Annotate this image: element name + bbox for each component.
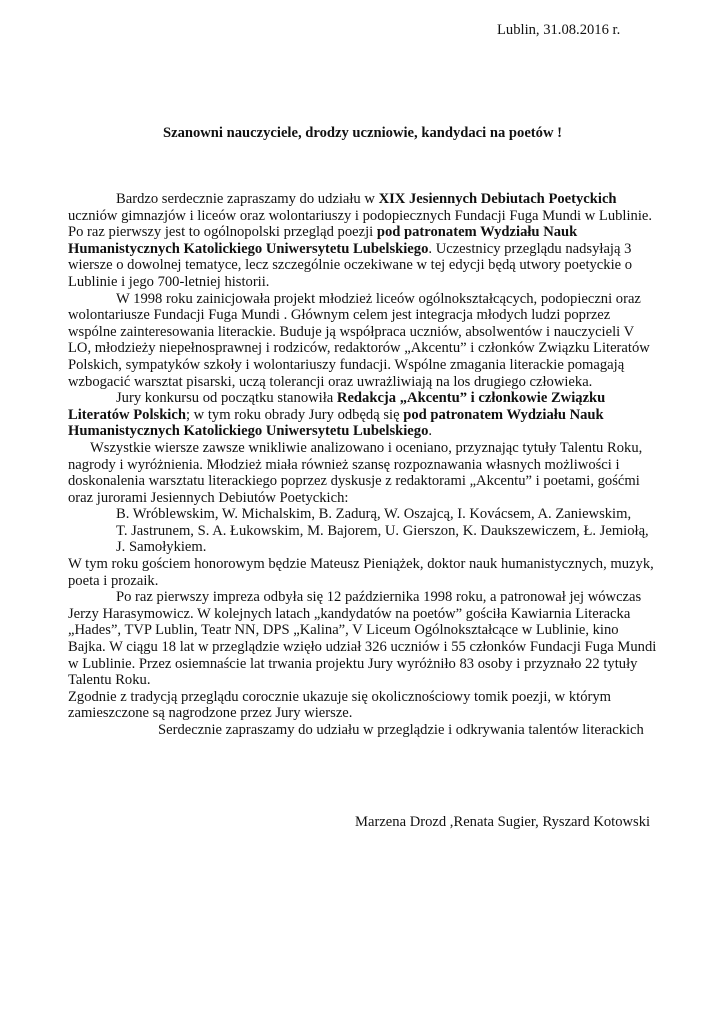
signature: Marzena Drozd ,Renata Sugier, Ryszard Kotowski (355, 814, 651, 830)
paragraph-history: W 1998 roku zainicjowała projekt młodzież liceów ogólnokształcących, podopieczni oraz wolontariusze Fundacji Fuga Mundi . Głównym celem jest integracja młodych ludzi poprzez wspólne zainteresowania literackie. Buduje ją współpraca uczniów, absolwentów i nauczycieli V LO, młodzieży niepełnosprawnej i rodziców, redaktorów „Akcentu” i członków Związku Literatów Polskich, sympatyków szkoły i wolontariuszy fundacji. Wspólne zmagania literackie pomagają wzbogacić warsztat pisarski, uczą tolerancji oraz uwrażliwiają na los drugiego człowieka. (68, 290, 650, 390)
jurors-line: J. Samołykiem. (116, 539, 207, 556)
text-run: Jury konkursu od początku stanowiła (116, 390, 337, 407)
letter-body (68, 191, 658, 739)
event-name: XIX Jesiennych Debiutach Poetyckich (378, 191, 617, 207)
jury-name: Redakcja „Akcentu” i członkowie Związku Literatów Polskich (68, 390, 606, 423)
text-run: . Uczestnicy przeglądu nadsyłają 3 wiersze o dowolnej tematyce, lecz szczególnie oczekiwane w tej edycji będą utwory poetyckie o Lublinie i jego 700-letniej historii. (68, 240, 633, 290)
paragraph-invitation (68, 191, 658, 224)
letter-date: Lublin, 31.08.2016 r. (497, 22, 621, 38)
paragraph-first-event: Po raz pierwszy impreza odbyła się 12 października 1998 roku, a patronował jej wówczas Jerzy Harasymowicz. W kolejnych latach „kandydatów na poetów” gościła Kawiarnia Literacka „Hades”, TVP Lublin, Teatr NN, DPS „Kalina”, V Liceum Ogólnokształcące w Lublinie, kino Bajka. W ciągu 18 lat w przeglądzie wzięło udział 326 uczniów i 55 członków Fundacji Fuga Mundi w Lublinie. Przez osiemnaście lat trwania projektu Jury wyróżniło 83 osoby i przyznało 22 tytuły Talentu Roku. (68, 589, 657, 689)
text-run: . (428, 423, 433, 440)
patronage-name: pod patronatem Wydziału Nauk Humanistycznych Katolickiego Uniwersytetu Lubelskiego (68, 406, 604, 440)
paragraph-evaluation: Wszystkie wiersze zawsze wnikliwie analizowano i oceniano, przyznając tytuły Talentu Roku, nagrody i wyróżnienia. Młodzież miała również szansę rozpoznawania własnych możliwości i doskonalenia warsztatu literackiego poprzez dyskusje z redaktorami „Akcentu” i poetami, gośćmi oraz jurorami Jesiennych Debiutów Poetyckich: (68, 439, 643, 506)
jurors-list (68, 506, 658, 556)
paragraph-patronage (68, 224, 658, 290)
paragraph-tradition: Zgodnie z tradycją przeglądu corocznie ukazuje się okolicznościowy tomik poezji, w którym zamieszczone są nagrodzone przez Jury wiersze. (68, 688, 612, 722)
text-run: ; w tym roku obrady Jury odbędą się (185, 406, 404, 423)
letter-salutation: Szanowni nauczyciele, drodzy uczniowie, kandydaci na poetów ! (162, 125, 563, 141)
jurors-line: B. Wróblewskim, W. Michalskim, B. Zadurą, W. Oszajcą, I. Kovácsem, A. Zaniewskim, (116, 506, 632, 523)
paragraph-guest: W tym roku gościem honorowym będzie Mateusz Pieniążek, doktor nauk humanistycznych, muzyk, poeta i prozaik. (68, 556, 654, 589)
patronage-name: pod patronatem Wydziału Nauk Humanistycznych Katolickiego Uniwersytetu Lubelskiego (68, 224, 578, 257)
jurors-line: T. Jastrunem, S. A. Łukowskim, M. Bajorem, U. Gierszon, K. Daukszewiczem, Ł. Jemiołą, (116, 522, 649, 539)
paragraph-jury (68, 390, 658, 440)
text-run: Bardzo serdecznie zapraszamy do udziału w (116, 191, 379, 207)
text-run: uczniów gimnazjów i liceów oraz wolontariuszy i podopiecznych Fundacji Fuga Mundi w Lublinie. (68, 207, 653, 224)
text-run: Po raz pierwszy jest to ogólnopolski przegląd poezji (68, 224, 377, 241)
closing-line: Serdecznie zapraszamy do udziału w przeglądzie i odkrywania talentów literackich (158, 722, 644, 738)
